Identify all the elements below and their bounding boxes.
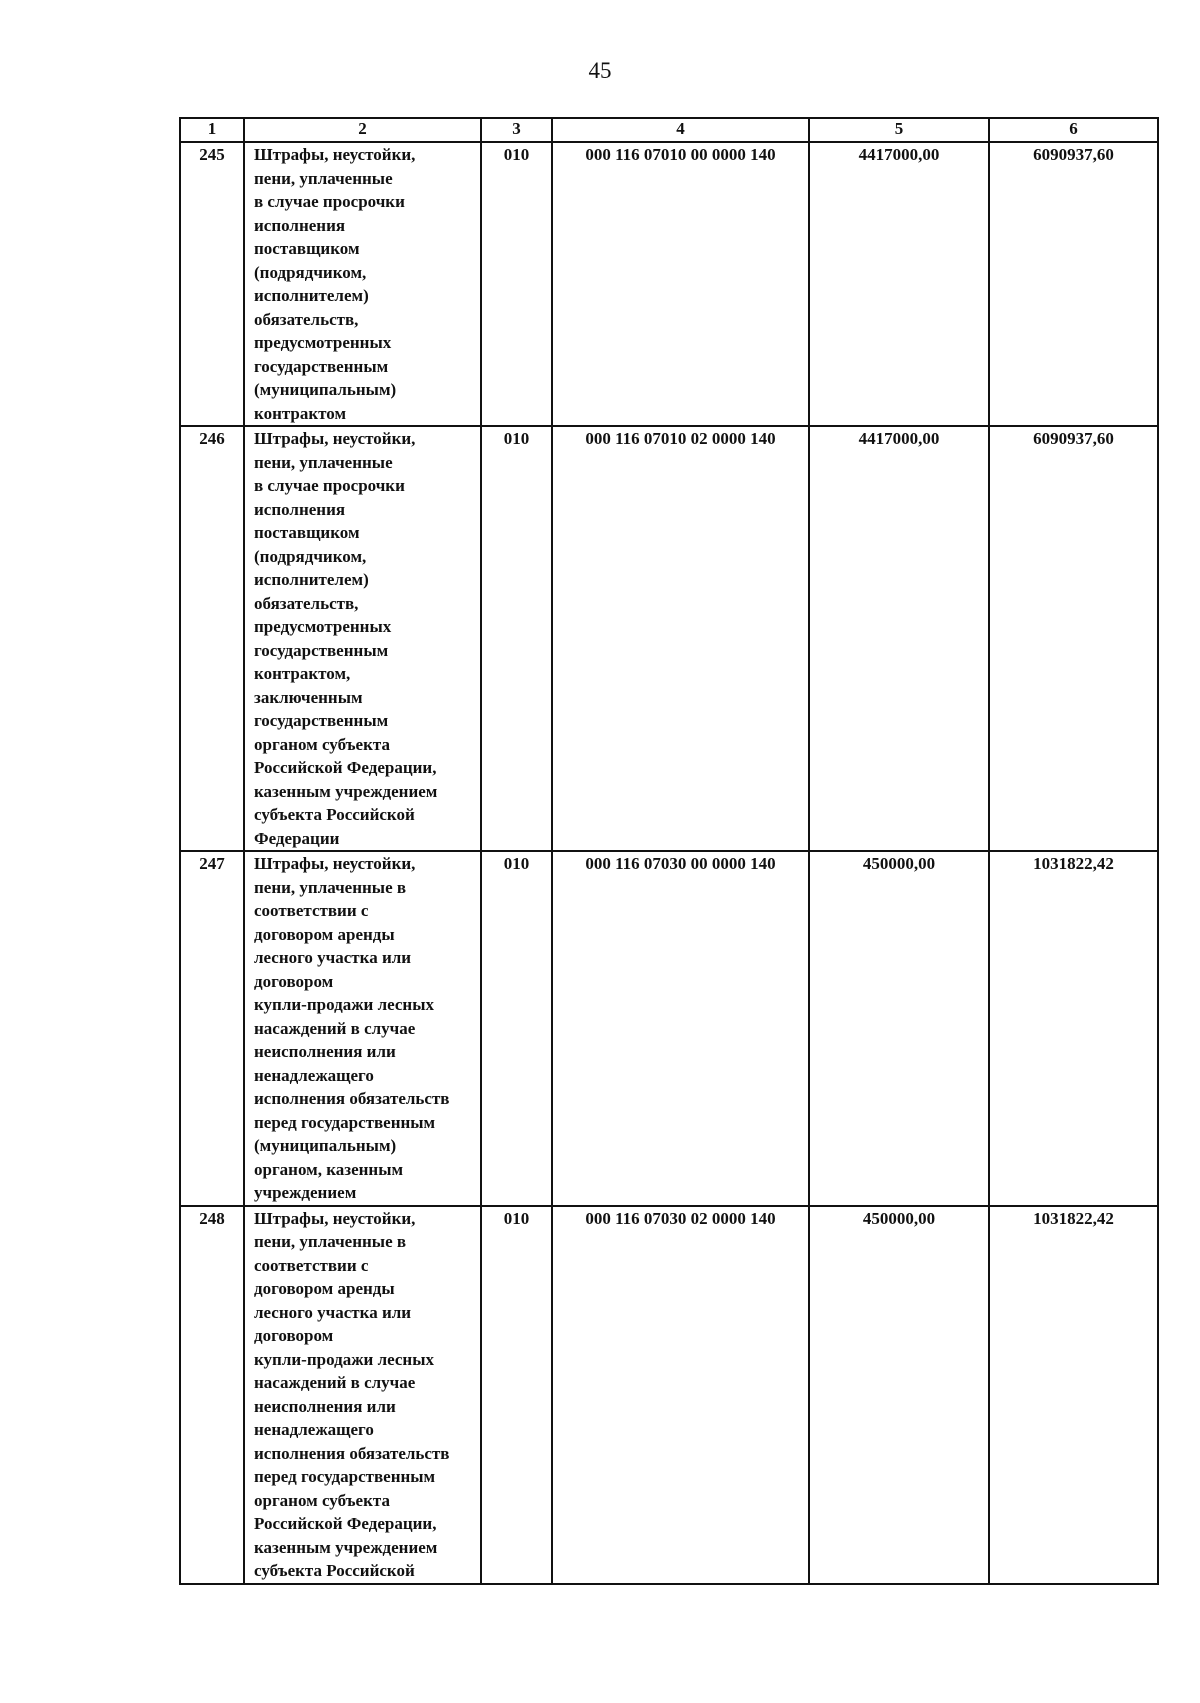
description-line: перед государственным [254, 1467, 436, 1486]
table-row [180, 426, 1158, 851]
description-line: органом субъекта [254, 734, 390, 754]
budget-table [179, 117, 1159, 1585]
description-line: насаждений в случае [254, 1373, 416, 1392]
row-value-col5: 4417000,00 [809, 142, 989, 426]
row-admin-code: 010 [481, 426, 552, 851]
description-line: государственным [254, 711, 389, 730]
description-line: пени, уплаченные в [254, 877, 407, 897]
description-line: ненадлежащего [254, 1420, 374, 1439]
column-header: 1 [180, 118, 244, 142]
column-header: 4 [552, 118, 809, 142]
description-line: пени, уплаченные [254, 168, 393, 188]
row-description [244, 426, 481, 851]
description-line: исполнения [254, 499, 346, 519]
row-value-col6: 1031822,42 [989, 851, 1158, 1206]
description-line: субъекта Российской [254, 805, 415, 824]
column-header: 5 [809, 118, 989, 142]
description-line: договором [254, 971, 334, 991]
description-line: казенным учреждением [254, 781, 438, 801]
row-value-col6: 1031822,42 [989, 1206, 1158, 1584]
description-line: заключенным [254, 687, 363, 707]
row-value-col5: 450000,00 [809, 851, 989, 1206]
description-line: лесного участка или [254, 1302, 412, 1322]
description-line: купли-продажи лесных [254, 995, 434, 1014]
description-line: исполнителем) [254, 286, 369, 305]
description-line: учреждением [254, 1183, 357, 1202]
description-line: предусмотренных [254, 617, 392, 636]
row-budget-code: 000 116 07010 00 0000 140 [552, 142, 809, 426]
description-line: соответствии с [254, 901, 369, 920]
table-row [180, 142, 1158, 426]
description-line: договором аренды [254, 924, 395, 944]
description-line: исполнения обязательств [254, 1089, 450, 1108]
description-line: Штрафы, неустойки, [254, 429, 416, 448]
description-line: лесного участка или [254, 948, 412, 967]
row-value-col6: 6090937,60 [989, 142, 1158, 426]
page-number: 45 [588, 58, 612, 83]
description-line: соответствии с [254, 1255, 369, 1275]
column-header: 2 [244, 118, 481, 142]
row-admin-code: 010 [481, 142, 552, 426]
description-line: насаждений в случае [254, 1018, 416, 1038]
row-value-col5: 450000,00 [809, 1206, 989, 1584]
row-number: 246 [180, 426, 244, 851]
row-budget-code: 000 116 07030 00 0000 140 [552, 851, 809, 1206]
description-line: (подрядчиком, [254, 546, 367, 566]
row-number: 247 [180, 851, 244, 1206]
row-admin-code: 010 [481, 1206, 552, 1584]
row-description [244, 851, 481, 1206]
description-line: в случае просрочки [254, 192, 405, 211]
row-description [244, 1206, 481, 1584]
row-budget-code: 000 116 07010 02 0000 140 [552, 426, 809, 851]
description-line: договором [254, 1326, 334, 1345]
description-line: перед государственным [254, 1112, 436, 1132]
description-line: ненадлежащего [254, 1065, 374, 1085]
description-line: исполнителем) [254, 570, 369, 589]
row-number: 248 [180, 1206, 244, 1584]
description-line: поставщиком [254, 523, 360, 542]
description-line: пени, уплаченные в [254, 1232, 407, 1251]
description-line: поставщиком [254, 239, 360, 258]
description-line: договором аренды [254, 1279, 395, 1298]
description-line: (муниципальным) [254, 1136, 397, 1155]
description-line: казенным учреждением [254, 1537, 438, 1557]
description-line: предусмотренных [254, 333, 392, 352]
description-line: неисполнения или [254, 1042, 396, 1061]
description-line: пени, уплаченные [254, 452, 393, 472]
description-line: контрактом [254, 403, 347, 423]
description-line: государственным [254, 640, 389, 660]
row-number: 245 [180, 142, 244, 426]
description-line: Штрафы, неустойки, [254, 854, 416, 873]
row-value-col6: 6090937,60 [989, 426, 1158, 851]
table-row [180, 1206, 1158, 1584]
row-value-col5: 4417000,00 [809, 426, 989, 851]
description-line: неисполнения или [254, 1396, 396, 1416]
description-line: органом субъекта [254, 1490, 390, 1510]
description-line: купли-продажи лесных [254, 1349, 434, 1369]
table-header-row [180, 118, 1158, 142]
table-row [180, 851, 1158, 1206]
description-line: Штрафы, неустойки, [254, 1208, 416, 1228]
row-admin-code: 010 [481, 851, 552, 1206]
description-line: органом, казенным [254, 1159, 404, 1179]
description-line: Штрафы, неустойки, [254, 145, 416, 164]
row-budget-code: 000 116 07030 02 0000 140 [552, 1206, 809, 1584]
description-line: (муниципальным) [254, 380, 397, 399]
description-line: обязательств, [254, 309, 359, 329]
description-line: обязательств, [254, 593, 359, 613]
description-line: (подрядчиком, [254, 262, 367, 282]
description-line: Российской Федерации, [254, 1514, 437, 1533]
row-description [244, 142, 481, 426]
column-header: 3 [481, 118, 552, 142]
description-line: Российской Федерации, [254, 758, 437, 777]
description-line: Федерации [254, 828, 340, 848]
description-line: в случае просрочки [254, 476, 405, 495]
description-line: исполнения обязательств [254, 1443, 450, 1463]
description-line: исполнения [254, 215, 346, 235]
description-line: государственным [254, 356, 389, 376]
description-line: контрактом, [254, 664, 351, 683]
column-header: 6 [989, 118, 1158, 142]
description-line: субъекта Российской [254, 1561, 415, 1580]
